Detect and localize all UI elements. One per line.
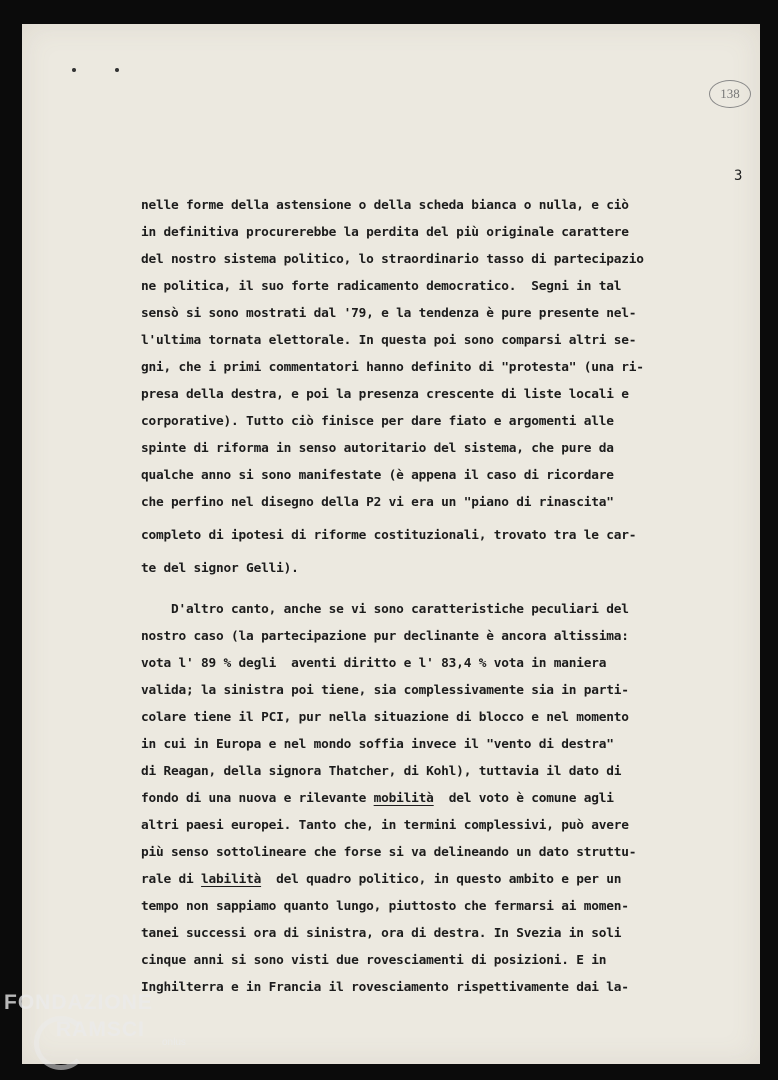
document-text (141, 192, 741, 1001)
underlined-word-labilita: labilità (201, 872, 262, 887)
page-number: 3 (734, 168, 743, 184)
text-line: spinte di riforma in senso autoritario del sistema, che pure da (141, 441, 614, 456)
underlined-word-mobilita: mobilità (373, 791, 434, 806)
text-line: l'ultima tornata elettorale. In questa poi sono comparsi altri se- (141, 333, 637, 348)
text-line: in definitiva procurerebbe la perdita del più originale carattere (141, 225, 629, 240)
text-segment: del quadro politico, in questo ambito e per un (261, 872, 622, 887)
text-line: di Reagan, della signora Thatcher, di Kohl), tuttavia il dato di (141, 764, 622, 779)
text-segment: del voto è comune agli (433, 791, 614, 806)
watermark-line3: onlus (162, 1037, 186, 1048)
text-line: cinque anni si sono visti due rovesciamenti di posizioni. E in (141, 953, 607, 968)
text-line: sensò si sono mostrati dal '79, e la tendenza è pure presente nel- (141, 306, 637, 321)
text-line: Inghilterra e in Francia il rovesciamento rispettivamente dai la- (141, 980, 629, 995)
text-line: te del signor Gelli). (141, 561, 299, 576)
archive-stamp: 138 (709, 80, 751, 108)
paragraph-first-line: D'altro canto, anche se vi sono caratteristiche peculiari del (141, 602, 629, 617)
watermark-line2: RAMSCI (56, 1018, 145, 1041)
text-segment: rale di (141, 872, 202, 887)
text-line: vota l' 89 % degli aventi diritto e l' 83,4 % vota in maniera (141, 656, 607, 671)
punch-mark (115, 68, 119, 72)
text-line: che perfino nel disegno della P2 vi era un "piano di rinascita" (141, 495, 614, 510)
text-segment: fondo di una nuova e rilevante (141, 791, 374, 806)
punch-mark (72, 68, 76, 72)
text-line: completo di ipotesi di riforme costituzionali, trovato tra le car- (141, 528, 637, 543)
text-line (141, 866, 741, 893)
text-line: più senso sottolineare che forse si va delineando un dato struttu- (141, 845, 637, 860)
watermark-line1: FONDAZIONE (4, 991, 153, 1014)
fondazione-gramsci-watermark (4, 992, 186, 1048)
text-line: colare tiene il PCI, pur nella situazione di blocco e nel momento (141, 710, 629, 725)
text-line: nostro caso (la partecipazione pur declinante è ancora altissima: (141, 629, 629, 644)
text-line: presa della destra, e poi la presenza crescente di liste locali e (141, 387, 629, 402)
text-line: tanei successi ora di sinistra, ora di destra. In Svezia in soli (141, 926, 622, 941)
text-line: ne politica, il suo forte radicamento democratico. Segni in tal (141, 279, 622, 294)
text-line: qualche anno si sono manifestate (è appena il caso di ricordare (141, 468, 614, 483)
text-line (141, 785, 741, 812)
text-line: corporative). Tutto ciò finisce per dare fiato e argomenti alle (141, 414, 614, 429)
watermark-g-logo (34, 1016, 88, 1070)
text-line: tempo non sappiamo quanto lungo, piuttosto che fermarsi ai momen- (141, 899, 629, 914)
text-line: nelle forme della astensione o della scheda bianca o nulla, e ciò (141, 198, 629, 213)
text-line: in cui in Europa e nel mondo soffia invece il "vento di destra" (141, 737, 614, 752)
text-line: gni, che i primi commentatori hanno definito di "protesta" (una ri- (141, 360, 644, 375)
text-line: altri paesi europei. Tanto che, in termini complessivi, può avere (141, 818, 629, 833)
text-line: valida; la sinistra poi tiene, sia complessivamente sia in parti- (141, 683, 629, 698)
text-line: del nostro sistema politico, lo straordinario tasso di partecipazio (141, 252, 644, 267)
